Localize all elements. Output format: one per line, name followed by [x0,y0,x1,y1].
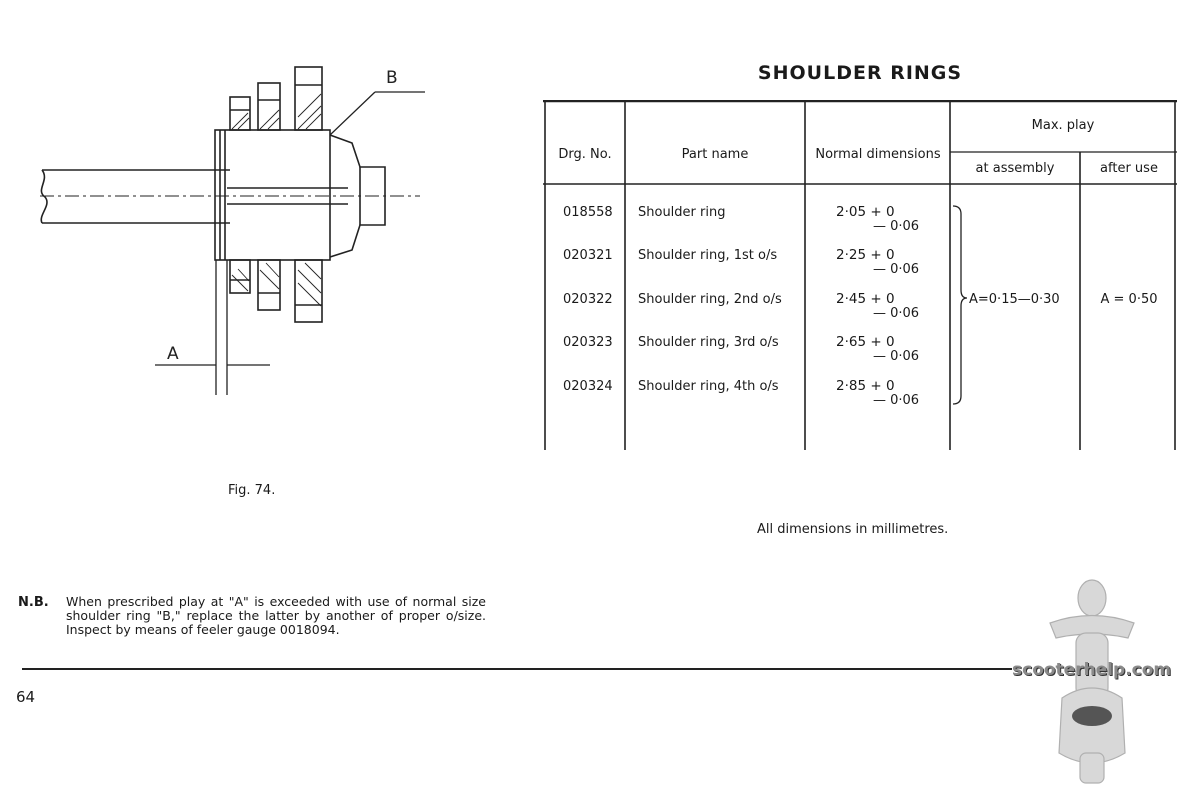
row-drg-no: 020321 [563,248,613,263]
row-dim-main: 2·65 + 0 [836,334,895,350]
shoulder-ring-figure [30,55,480,405]
row-part-name: Shoulder ring, 2nd o/s [638,292,782,307]
footer-rule [22,668,1012,670]
row-drg-no: 020323 [563,335,613,350]
row-part-name: Shoulder ring, 1st o/s [638,248,778,263]
header-drg-no: Drg. No. [558,147,612,162]
watermark-text: scooterhelp.com [1012,660,1172,680]
after-use-value: A = 0·50 [1100,292,1158,307]
label-a: A [167,344,179,364]
scooter-icon [1010,578,1190,788]
header-at-assembly: at assembly [975,161,1055,176]
row-dim-main: 2·25 + 0 [836,247,895,263]
row-drg-no: 020324 [563,379,613,394]
row-dim-tol: — 0·06 [873,349,920,364]
nb-label: N.B. [18,595,49,610]
row-dim-tol: — 0·06 [873,306,920,321]
row-drg-no: 018558 [563,205,613,220]
row-dim-main: 2·05 + 0 [836,204,895,220]
hub-body [215,130,330,260]
row-part-name: Shoulder ring, 3rd o/s [638,335,779,350]
page-title: SHOULDER RINGS [757,62,963,84]
row-dim-tol: — 0·06 [873,393,920,408]
nb-text: When prescribed play at "A" is exceeded with use of normal size shoulder ring "B," replace the latter by another of proper o/size. Inspect by means of feeler gauge 0018094. [66,594,486,637]
row-drg-no: 020322 [563,292,613,307]
row-dim-main: 2·85 + 0 [836,378,895,394]
header-part-name: Part name [681,147,749,162]
page-number: 64 [16,688,36,706]
header-normal-dimensions: Normal dimensions [815,147,941,162]
header-max-play: Max. play [1031,118,1095,133]
row-dim-main: 2·45 + 0 [836,291,895,307]
row-dim-tol: — 0·06 [873,219,920,234]
row-part-name: Shoulder ring, 4th o/s [638,379,779,394]
shoulder-rings-table [543,100,1177,452]
header-after-use: after use [1100,161,1158,176]
row-dim-tol: — 0·06 [873,262,920,277]
row-part-name: Shoulder ring [638,205,726,220]
brace [953,206,967,404]
label-b: B [386,68,398,88]
figure-caption: Fig. 74. [228,483,276,498]
dimensions-note: All dimensions in millimetres. [757,522,949,537]
at-assembly-value: A=0·15—0·30 [969,292,1060,307]
